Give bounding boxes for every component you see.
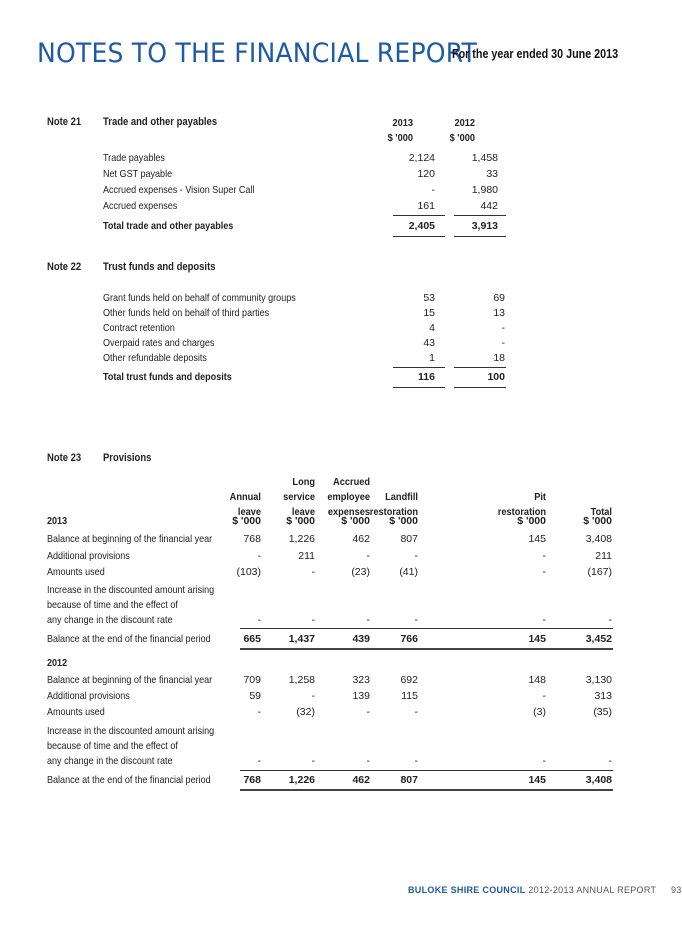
- col-pit-restoration: [476, 475, 546, 520]
- table-row: [0, 533, 660, 549]
- value: (103): [236, 566, 261, 578]
- col-year: 2013: [392, 117, 413, 129]
- row-label: Total trust funds and deposits: [103, 371, 232, 383]
- unit: $ '000: [232, 515, 261, 527]
- value-2012: 100: [487, 371, 505, 383]
- col-line3: leave: [237, 506, 261, 518]
- value-2012: -: [501, 322, 505, 334]
- col-year: 2012: [454, 117, 475, 129]
- value-2013: 4: [429, 322, 435, 334]
- value: -: [366, 614, 370, 626]
- table-row-label-line: [0, 584, 660, 600]
- row-label: Balance at the end of the financial period: [47, 774, 211, 786]
- value: -: [311, 566, 315, 578]
- value-2013: 1: [429, 352, 435, 364]
- row-label: Total trade and other payables: [103, 220, 234, 232]
- total-rule: [240, 789, 613, 791]
- value: 211: [298, 550, 315, 562]
- value-2013: 15: [423, 307, 435, 319]
- col-line3: leave: [291, 506, 315, 518]
- value-2012: -: [501, 337, 505, 349]
- page-footer: [408, 885, 682, 895]
- value-2012: 13: [493, 307, 505, 319]
- row-label: Other funds held on behalf of third parties: [103, 307, 270, 319]
- unit: $ '000: [517, 515, 546, 527]
- col-unit: $ '000: [449, 132, 475, 144]
- subtotal-rule: [393, 367, 445, 368]
- value-2012: 3,913: [471, 220, 498, 232]
- value: 115: [401, 690, 418, 702]
- value: (32): [296, 706, 315, 718]
- footer-report: 2012-2013 ANNUAL REPORT: [528, 885, 657, 895]
- value: -: [366, 755, 370, 767]
- value: (3): [533, 706, 546, 718]
- value: 692: [400, 674, 418, 686]
- col-line3: expenses: [327, 506, 370, 518]
- unit: $ '000: [341, 515, 370, 527]
- subtotal-rule: [240, 628, 613, 629]
- col-line2: Annual: [229, 491, 261, 503]
- page-title: NOTES TO THE FINANCIAL REPORT: [37, 38, 478, 69]
- row-label: Amounts used: [47, 706, 105, 718]
- value: -: [366, 550, 370, 562]
- row-label: Net GST payable: [103, 168, 173, 180]
- col-line2: Landfill: [385, 491, 418, 503]
- value: 1,226: [288, 533, 315, 545]
- row-label: Accrued expenses - Vision Super Call: [103, 184, 255, 196]
- value: 145: [528, 533, 546, 545]
- col-line2: Pit: [534, 491, 546, 503]
- value-2013: 161: [417, 200, 435, 212]
- value: -: [311, 690, 315, 702]
- value: (23): [351, 566, 370, 578]
- year-label: 2013: [47, 515, 68, 527]
- value: 709: [243, 674, 261, 686]
- note-21-col-2012: [405, 116, 475, 146]
- value: -: [608, 755, 612, 767]
- row-label: Accrued expenses: [103, 200, 178, 212]
- row-label: Trade payables: [103, 152, 165, 164]
- col-line3: Total: [590, 506, 612, 518]
- value-2013: 43: [423, 337, 435, 349]
- row-label: Grant funds held on behalf of community groups: [103, 292, 296, 304]
- value-2012: 69: [493, 292, 505, 304]
- value: -: [608, 614, 612, 626]
- value: 3,130: [585, 674, 612, 686]
- row-label: Other refundable deposits: [103, 352, 207, 364]
- total-rule: [393, 387, 445, 388]
- value: -: [257, 550, 261, 562]
- value: 139: [352, 690, 370, 702]
- value: -: [542, 550, 546, 562]
- col-line3: restoration: [497, 506, 546, 518]
- table-row: [0, 690, 660, 706]
- value: 313: [594, 690, 612, 702]
- row-label: any change in the discount rate: [47, 755, 173, 767]
- row-label: because of time and the effect of: [47, 599, 178, 611]
- units-row-2013: [0, 515, 660, 531]
- subtotal-rule: [240, 770, 613, 771]
- col-line3: restoration: [369, 506, 418, 518]
- unit: $ '000: [286, 515, 315, 527]
- total-rule: [393, 236, 445, 237]
- value: 211: [595, 550, 612, 562]
- value: 1,437: [288, 633, 315, 645]
- row-label: Overpaid rates and charges: [103, 337, 215, 349]
- value: -: [542, 690, 546, 702]
- value: 462: [352, 533, 370, 545]
- note-21-col-2013: [343, 116, 413, 146]
- col-line1: Long: [292, 476, 315, 488]
- value: 768: [243, 774, 261, 786]
- total-row: [0, 633, 660, 649]
- subtotal-rule: [454, 215, 506, 216]
- value-2012: 33: [486, 168, 498, 180]
- value: 3,452: [585, 633, 612, 645]
- row-label: Additional provisions: [47, 550, 130, 562]
- unit: $ '000: [583, 515, 612, 527]
- value-2012: 18: [493, 352, 505, 364]
- col-line2: [542, 490, 612, 505]
- row-label: Balance at beginning of the financial year: [47, 674, 213, 686]
- table-row: [0, 200, 660, 216]
- value: (41): [399, 566, 418, 578]
- col-unit: $ '000: [387, 132, 413, 144]
- table-row: [0, 307, 660, 323]
- value-2013: 53: [423, 292, 435, 304]
- table-row-label-line: [0, 740, 660, 756]
- table-row: [0, 168, 660, 184]
- table-row: [0, 755, 660, 771]
- value: 439: [352, 633, 370, 645]
- col-total: [542, 475, 612, 520]
- row-label: Amounts used: [47, 566, 105, 578]
- total-rule: [454, 236, 506, 237]
- value-2012: 1,458: [471, 152, 498, 164]
- value: 323: [352, 674, 370, 686]
- table-row: [0, 566, 660, 582]
- table-row: [0, 337, 660, 353]
- value: -: [414, 755, 418, 767]
- value: 766: [400, 633, 418, 645]
- value-2012: 1,980: [471, 184, 498, 196]
- table-row: [0, 184, 660, 200]
- note-21-number: Note 21: [47, 116, 82, 128]
- table-row: [0, 706, 660, 722]
- row-label: because of time and the effect of: [47, 740, 178, 752]
- total-row: [0, 371, 660, 387]
- value: -: [542, 566, 546, 578]
- value: -: [257, 755, 261, 767]
- value: -: [311, 614, 315, 626]
- value: -: [366, 706, 370, 718]
- value-2013: 2,405: [408, 220, 435, 232]
- value-2013: -: [431, 184, 435, 196]
- value: -: [414, 614, 418, 626]
- table-row-label-line: [0, 725, 660, 741]
- value: -: [542, 614, 546, 626]
- subtotal-rule: [454, 367, 506, 368]
- table-row: [0, 152, 660, 168]
- value: 1,226: [288, 774, 315, 786]
- page-number: 93: [670, 885, 682, 895]
- year-label: 2012: [47, 657, 68, 669]
- note-23-title: Provisions: [103, 452, 152, 464]
- total-row: [0, 220, 660, 236]
- value: 148: [528, 674, 546, 686]
- page-subtitle: For the year ended 30 June 2013: [452, 47, 619, 61]
- total-rule: [454, 387, 506, 388]
- value: 59: [249, 690, 261, 702]
- note-21-title: Trade and other payables: [103, 116, 218, 128]
- row-label: Additional provisions: [47, 690, 130, 702]
- note-22-number: Note 22: [47, 261, 82, 273]
- row-label: Balance at beginning of the financial year: [47, 533, 213, 545]
- value: -: [414, 550, 418, 562]
- unit: $ '000: [389, 515, 418, 527]
- value: (35): [593, 706, 612, 718]
- value: -: [311, 755, 315, 767]
- col-line1: [542, 475, 612, 490]
- col-line2: employee: [327, 491, 370, 503]
- value: 145: [528, 633, 546, 645]
- subtotal-rule: [393, 215, 445, 216]
- value: 1,258: [288, 674, 315, 686]
- value: 462: [352, 774, 370, 786]
- value-2013: 116: [418, 371, 435, 383]
- table-row-label-line: [0, 599, 660, 615]
- col-line1: Accrued: [333, 476, 370, 488]
- value: 3,408: [585, 774, 612, 786]
- row-label: Increase in the discounted amount arising: [47, 725, 215, 737]
- value: 768: [243, 533, 261, 545]
- value: 807: [400, 533, 418, 545]
- table-row: [0, 352, 660, 368]
- value: 145: [528, 774, 546, 786]
- value: -: [257, 706, 261, 718]
- value: (167): [587, 566, 612, 578]
- row-label: Increase in the discounted amount arising: [47, 584, 215, 596]
- value: 665: [243, 633, 261, 645]
- value: 3,408: [585, 533, 612, 545]
- year-heading-2012: [0, 657, 660, 673]
- row-label: Balance at the end of the financial period: [47, 633, 211, 645]
- col-line1: [348, 475, 418, 490]
- value-2012: 442: [480, 200, 498, 212]
- value: -: [414, 706, 418, 718]
- table-row: [0, 674, 660, 690]
- col-landfill-restoration: [348, 475, 418, 520]
- value: -: [542, 755, 546, 767]
- table-row: [0, 550, 660, 566]
- value-2013: 120: [417, 168, 435, 180]
- col-line2: service: [283, 491, 315, 503]
- row-label: any change in the discount rate: [47, 614, 173, 626]
- footer-brand: BULOKE SHIRE COUNCIL: [408, 885, 526, 895]
- note-22-title: Trust funds and deposits: [103, 261, 216, 273]
- total-rule: [240, 648, 613, 650]
- total-row: [0, 774, 660, 790]
- table-row: [0, 322, 660, 338]
- value-2013: 2,124: [408, 152, 435, 164]
- row-label: Contract retention: [103, 322, 175, 334]
- note-23-number: Note 23: [47, 452, 82, 464]
- value: 807: [400, 774, 418, 786]
- col-line1: [476, 475, 546, 490]
- value: -: [257, 614, 261, 626]
- table-row: [0, 292, 660, 308]
